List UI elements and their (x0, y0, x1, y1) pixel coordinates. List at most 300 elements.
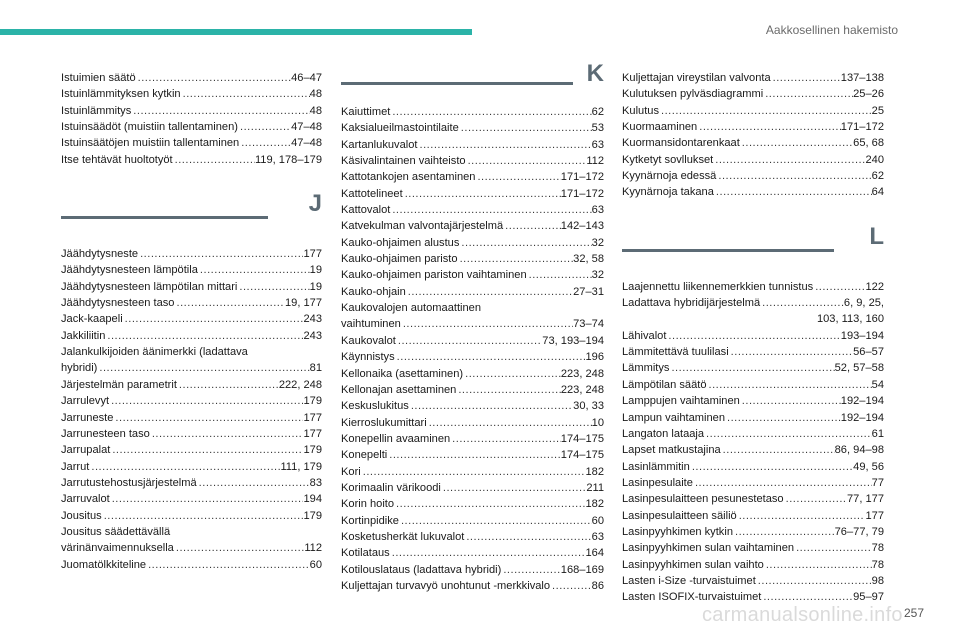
index-entry (61, 377, 322, 393)
index-entry-term: Laajennettu liikennemerkkien tunnistus (622, 280, 814, 293)
index-entry-pages: 194 (303, 493, 322, 506)
dot-leader (177, 377, 279, 393)
index-entry (622, 475, 884, 491)
dot-leader (666, 328, 840, 344)
dot-leader (721, 442, 835, 458)
dot-leader (693, 475, 872, 491)
index-entry-pages: 243 (303, 329, 322, 342)
index-entry-pages: 63 (591, 204, 604, 217)
index-entry (622, 70, 884, 86)
index-entry-term: Kulutuksen pylväsdiagrammi (622, 88, 764, 101)
index-entry-term: Kauko-ohjaimen pariston vaihtaminen (341, 269, 527, 282)
index-entry (341, 333, 604, 349)
index-entry (341, 120, 604, 136)
dot-leader (714, 184, 872, 200)
letter-label: K (586, 60, 604, 87)
index-entry-term: Konepellin avaaminen (341, 432, 451, 445)
index-entry-pages: 46–47 (291, 72, 322, 84)
dot-leader (763, 86, 853, 102)
index-entry (341, 398, 604, 414)
index-entry-pages: 174–175 (560, 449, 604, 462)
index-entry (61, 119, 322, 135)
index-entry (341, 137, 604, 153)
dot-leader (409, 398, 573, 414)
index-entry (622, 103, 884, 119)
index-entry (622, 295, 884, 311)
dot-leader (197, 475, 310, 491)
index-entry (341, 447, 604, 463)
index-entry (622, 491, 884, 507)
index-entry-pages: 223, 248 (560, 383, 604, 396)
index-entry-pages: 179 (303, 509, 322, 522)
letter-heading-k (341, 60, 604, 104)
index-entry (61, 360, 322, 376)
index-entry-term: hybridi) (61, 362, 98, 375)
index-entry (622, 119, 884, 135)
index-entry (622, 410, 884, 426)
index-entry (61, 311, 322, 327)
dot-leader (390, 545, 586, 561)
dot-leader (123, 311, 304, 327)
dot-leader (131, 103, 309, 119)
index-entry-term: Kortinpidike (341, 514, 399, 527)
dot-leader (406, 284, 573, 300)
index-entry-term: Lasinpyyhkimen sulan vaihto (622, 558, 764, 571)
dot-leader (716, 168, 871, 184)
index-entry (341, 545, 604, 561)
index-entry (622, 573, 884, 589)
index-entry-term: Jarrutustehostusjärjestelmä (61, 476, 197, 489)
index-entry-term: Lasinpesulaite (622, 476, 693, 489)
index-entry-pages: 223, 248 (560, 367, 604, 380)
dot-leader (464, 529, 591, 545)
dot-leader (669, 360, 834, 376)
index-entry (61, 442, 322, 458)
index-entry-term: Kierroslukumittari (341, 416, 427, 429)
page-number: 257 (903, 606, 924, 620)
index-entry-term: Järjestelmän parametrit (61, 378, 177, 391)
index-entry (622, 152, 884, 168)
index-entry (61, 135, 322, 151)
dot-leader (395, 349, 586, 365)
index-entry (61, 410, 322, 426)
dot-leader (239, 135, 291, 151)
index-entry-term: Jarrupalat (61, 444, 111, 457)
index-entry-term: Kyynärnoja edessä (622, 170, 717, 183)
index-entry-term: Istuimien säätö (61, 72, 136, 84)
index-entry-pages: 177 (865, 509, 884, 522)
index-entry-pages: 83 (309, 476, 322, 489)
index-entry-term: Konepelti (341, 449, 388, 462)
letter-rule (341, 82, 573, 85)
index-entry-term: Kaiuttimet (341, 106, 391, 118)
dot-leader (238, 119, 291, 135)
index-entry-pages: 112 (304, 542, 322, 555)
index-entry-pages: 111, 179 (280, 460, 322, 473)
dot-leader (704, 426, 872, 442)
index-entry (341, 464, 604, 480)
dot-leader (503, 218, 561, 234)
index-entry (341, 284, 604, 300)
index-entry-pages: 81 (309, 362, 322, 375)
index-entry-pages: 192–194 (840, 395, 884, 408)
index-entry-term: Jäähdytysnesteen lämpötilan mittari (61, 280, 238, 293)
index-entry (61, 246, 322, 262)
index-entry-pages: 49, 56 (853, 460, 884, 473)
index-entry-pages: 62 (591, 106, 604, 118)
index-entry-pages: 196 (585, 351, 604, 364)
letter-rule (61, 216, 268, 219)
index-entry-pages: 171–172 (560, 187, 604, 200)
index-entry (341, 235, 604, 251)
index-entry (622, 557, 884, 573)
index-entry-pages: 10 (591, 416, 604, 429)
index-entry (341, 529, 604, 545)
index-entry-term: Lasten ISOFIX-turvaistuimet (622, 591, 762, 604)
index-entry (341, 169, 604, 185)
dot-leader (459, 235, 591, 251)
index-entry-term: Kattotelineet (341, 187, 403, 200)
index-entry-pages: 78 (871, 542, 884, 555)
index-entry (341, 251, 604, 267)
dot-leader (394, 496, 585, 512)
index-entry (61, 103, 322, 119)
index-entry (61, 557, 322, 573)
index-entry-term: Kulutus (622, 104, 660, 117)
letter-rule (622, 249, 834, 252)
index-entry (622, 168, 884, 184)
dot-leader (729, 344, 853, 360)
index-entry-term: Jarruneste (61, 411, 114, 424)
index-entry (61, 328, 322, 344)
index-entry-pages: 19 (309, 264, 322, 277)
index-entry (622, 459, 884, 475)
dot-leader (501, 562, 560, 578)
index-entry-pages: 32 (591, 236, 604, 249)
index-entry (622, 508, 884, 524)
index-entry (622, 540, 884, 556)
dot-leader (784, 491, 847, 507)
dot-leader (173, 152, 255, 168)
dot-leader (690, 459, 853, 475)
index-entry-pages: 193–194 (840, 329, 884, 342)
index-entry (622, 135, 884, 151)
index-entry-pages: 171–172 (560, 171, 604, 184)
index-entry-term: Kosketusherkät lukuvalot (341, 530, 465, 543)
index-entry-term: Lasinpyyhkimen kytkin (622, 525, 733, 538)
index-entry-term: Kotilataus (341, 547, 390, 560)
dot-leader (458, 251, 574, 267)
index-entry (61, 393, 322, 409)
index-entry (61, 459, 322, 475)
dot-leader (198, 262, 310, 278)
index-entry-term: Kauko-ohjaimen alustus (341, 236, 460, 249)
dot-leader (450, 431, 561, 447)
index-entry (622, 184, 884, 200)
index-entry-pages: 63 (591, 138, 604, 151)
dot-leader (110, 442, 303, 458)
dot-leader (713, 152, 865, 168)
index-entry-pages: 192–194 (840, 411, 884, 424)
dot-leader (89, 459, 280, 475)
index-entry (341, 415, 604, 431)
index-entry-pages: 76–77, 79 (834, 525, 884, 538)
index-entry-pages: 222, 248 (278, 378, 322, 391)
letter-heading-j (61, 190, 322, 246)
index-entry-term: Lämmitettävä tuulilasi (622, 346, 729, 359)
dot-leader (760, 295, 844, 311)
index-entry-pages: 179 (303, 395, 322, 408)
letter-label: J (308, 190, 322, 218)
dot-leader (396, 333, 542, 349)
index-entry-pages: 19 (309, 280, 322, 293)
index-entry-pages: 98 (871, 574, 884, 587)
index-entry (341, 382, 604, 398)
index-entry-term: Jousitus (61, 509, 102, 522)
index-entry (61, 491, 322, 507)
index-entry-term: Jack-kaapeli (61, 313, 123, 326)
index-column-2 (341, 60, 604, 594)
index-entry-term: Keskuslukitus (341, 400, 409, 413)
index-entry-term: Kaksialueilmastointilaite (341, 122, 459, 135)
index-entry-term: Lähivalot (622, 329, 667, 342)
dot-leader (527, 267, 592, 283)
index-entry-text: Jalankulkijoiden äänimerkki (ladattava (61, 346, 248, 359)
index-entry-pages: 61 (871, 427, 884, 440)
index-entry-term: Jarrunesteen taso (61, 427, 150, 440)
index-entry (61, 426, 322, 442)
index-entry-term: Kuljettajan turvavyö unohtunut -merkkivalo (341, 579, 551, 592)
dot-leader (150, 426, 304, 442)
section-title: Aakkosellinen hakemisto (765, 23, 898, 37)
index-entry-pages: 60 (591, 514, 604, 527)
index-entry (61, 279, 322, 295)
dot-leader (427, 415, 592, 431)
dot-leader (659, 103, 872, 119)
index-entry-term: Kytketyt sovllukset (622, 153, 714, 166)
index-entry-pages: 56–57 (853, 346, 884, 359)
dot-leader (109, 393, 303, 409)
index-entry-pages: 168–169 (560, 563, 604, 576)
index-entry-pages: 77, 177 (846, 493, 884, 506)
dot-leader (740, 393, 841, 409)
index-entry-text: Jousitus säädettävällä (61, 525, 171, 538)
index-entry-term: Jäähdytysnesteen lämpötila (61, 264, 198, 277)
index-entry (341, 496, 604, 512)
index-entry (341, 431, 604, 447)
dot-leader (813, 279, 865, 295)
dot-leader (102, 508, 304, 524)
index-entry-term: Lämpötilan säätö (622, 378, 707, 391)
index-entry-term: Kellonaika (asettaminen) (341, 367, 464, 380)
dot-leader (550, 578, 592, 594)
index-entry-term: Kattovalot (341, 204, 391, 217)
index-entry-pages: 119, 178–179 (254, 153, 322, 166)
index-entry-term: Kauko-ohjain (341, 285, 406, 298)
index-entry (622, 524, 884, 540)
index-entry-term: Jäähdytysnesteen taso (61, 297, 175, 310)
dot-leader (725, 410, 841, 426)
dot-leader (441, 480, 586, 496)
dot-leader (136, 70, 292, 86)
index-entry-term: Istuinlämmitys (61, 104, 132, 117)
index-entry (341, 202, 604, 218)
index-entry-term: Korimaalin värikoodi (341, 481, 441, 494)
index-entry-term: Kuormansidontarenkaat (622, 137, 740, 150)
index-entry-pages: 240 (865, 153, 884, 166)
index-entry-term: Kyynärnoja takana (622, 186, 714, 199)
dot-leader (181, 86, 310, 102)
dot-leader (771, 70, 841, 86)
dot-leader (475, 169, 560, 185)
index-column-1 (61, 70, 322, 573)
dot-leader (174, 540, 304, 556)
dot-leader (740, 135, 853, 151)
letter-heading-l (622, 222, 884, 279)
index-entry-pages: 30, 33 (573, 400, 604, 413)
index-entry-term: Lasinlämmitin (622, 460, 690, 473)
index-entry-pages: 48 (309, 88, 322, 101)
dot-leader (417, 137, 591, 153)
index-entry-term: Lasinpyyhkimen sulan vaihtaminen (622, 542, 795, 555)
dot-leader (390, 202, 591, 218)
index-entry-term: Lasinpesulaitteen säiliö (622, 509, 737, 522)
dot-leader (733, 524, 835, 540)
index-entry (341, 267, 604, 283)
index-entry (622, 328, 884, 344)
index-entry-pages: 211 (586, 481, 604, 494)
dot-leader (97, 360, 309, 376)
index-entry (341, 104, 604, 120)
index-entry-term: Jakkiliitin (61, 329, 106, 342)
index-entry-pages: 73–74 (573, 318, 604, 331)
dot-leader (105, 328, 303, 344)
index-entry-pages: 177 (303, 248, 322, 261)
index-entry-term: Lamppujen vaihtaminen (622, 395, 740, 408)
index-entry-pages: 164 (585, 547, 604, 560)
index-entry-term: Kaukovalot (341, 334, 396, 347)
dot-leader (390, 104, 591, 120)
index-entry (61, 262, 322, 278)
index-entry-pages: 177 (303, 411, 322, 424)
index-entry (341, 578, 604, 594)
index-entry (341, 562, 604, 578)
index-entry-term: Korin hoito (341, 498, 395, 511)
index-entry (622, 86, 884, 102)
index-entry-text: Kaukovalojen automaattinen (341, 302, 482, 315)
index-entry (61, 86, 322, 102)
index-entry-pages: 243 (303, 313, 322, 326)
index-entry (622, 279, 884, 295)
index-entry (61, 152, 322, 168)
index-entry-pages: 112 (586, 155, 604, 168)
index-entry-pages: 32, 58 (573, 253, 604, 266)
index-entry-pages: 19, 177 (284, 297, 322, 310)
dot-leader (707, 377, 872, 393)
index-entry (341, 316, 604, 332)
index-entry-pages: 77 (871, 476, 884, 489)
index-entry-term: Itse tehtävät huoltotyöt (61, 153, 173, 166)
dot-leader (794, 540, 872, 556)
index-entry-pages: 47–48 (291, 137, 322, 150)
index-entry-term: Kuormaaminen (622, 121, 698, 134)
index-entry-pages: 95–97 (853, 591, 884, 604)
letter-label: L (869, 222, 884, 250)
index-entry (341, 218, 604, 234)
index-entry (61, 508, 322, 524)
index-entry-term: Kartanlukuvalot (341, 138, 418, 151)
index-entry (341, 366, 604, 382)
index-entry-pages: 65, 68 (853, 137, 884, 150)
index-entry-term: vaihtuminen (341, 318, 401, 331)
index-entry-pages: 179 (303, 444, 322, 457)
index-entry-pages: 32 (591, 269, 604, 282)
index-entry (622, 377, 884, 393)
index-entry-pages: 86, 94–98 (834, 444, 884, 457)
index-entry (61, 70, 322, 86)
dot-leader (403, 186, 561, 202)
index-entry-pages: 171–172 (840, 121, 884, 134)
index-entry-pages: 54 (871, 378, 884, 391)
index-entry-term: Istuinsäädöt (muistiin tallentaminen) (61, 121, 238, 134)
index-entry-term: Istuinsäätöjen muistiin tallentaminen (61, 137, 240, 150)
dot-leader (764, 557, 872, 573)
dot-leader (361, 464, 586, 480)
dot-leader (466, 153, 587, 169)
index-entry (622, 360, 884, 376)
index-entry (622, 344, 884, 360)
index-entry (341, 480, 604, 496)
index-entry-term: Lasinpesulaitteen pesunestetaso (622, 493, 784, 506)
index-entry-term: Lasten i-Size -turvaistuimet (622, 574, 756, 587)
dot-leader (697, 119, 841, 135)
index-entry-pages: 122 (865, 280, 884, 293)
index-entry-pages: 78 (871, 558, 884, 571)
dot-leader (463, 366, 561, 382)
index-entry-term: Juomatölkkiteline (61, 558, 147, 571)
index-entry (61, 540, 322, 556)
index-entry-term: Jarrut (61, 460, 90, 473)
index-entry-term: värinänvaimennuksella (61, 542, 174, 555)
dot-leader (737, 508, 866, 524)
index-entry-term: Käynnistys (341, 351, 395, 364)
index-entry-pages: 53 (591, 122, 604, 135)
dot-leader (401, 316, 573, 332)
index-entry-term: Kuljettajan vireystilan valvonta (622, 72, 771, 84)
index-entry-term: Lampun vaihtaminen (622, 411, 725, 424)
index-entry-pages: 64 (871, 186, 884, 199)
index-entry-term: Kori (341, 465, 361, 478)
dot-leader (138, 246, 303, 262)
index-entry-term: Ladattava hybridijärjestelmä (622, 297, 761, 310)
index-entry-pages: 137–138 (840, 72, 884, 84)
index-entry-pages: 86 (591, 579, 604, 592)
index-entry (341, 186, 604, 202)
index-entry-term: Istuinlämmityksen kytkin (61, 88, 181, 101)
index-entry-pages: 177 (303, 427, 322, 440)
index-entry (622, 442, 884, 458)
index-entry (61, 295, 322, 311)
index-entry (341, 153, 604, 169)
dot-leader (146, 557, 310, 573)
index-entry-term: Lämmitys (622, 362, 670, 375)
index-entry-pages: 27–31 (573, 285, 604, 298)
index-entry-term: Kauko-ohjaimen paristo (341, 253, 458, 266)
index-entry (622, 393, 884, 409)
index-entry-pages: 60 (309, 558, 322, 571)
dot-leader (399, 513, 592, 529)
index-entry-pages: 52, 57–58 (834, 362, 884, 375)
